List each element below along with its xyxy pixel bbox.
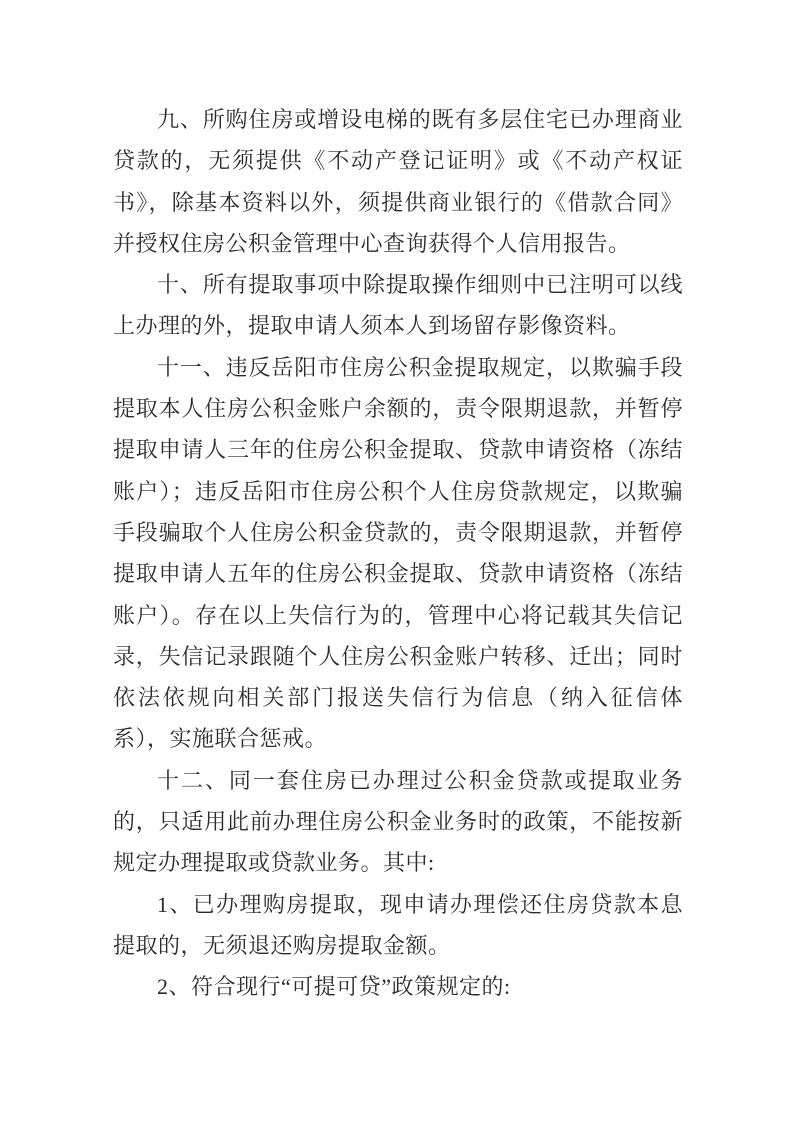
document-body-text	[113, 99, 683, 1008]
paragraph-item-11: 十一、违反岳阳市住房公积金提取规定，以欺骗手段提取本人住房公积金账户余额的，责令限期退款，并暂停提取申请人三年的住房公积金提取、贷款申请资格（冻结账户）；违反岳阳市住房公积个人住房贷款规定，以欺骗手段骗取个人住房公积金贷款的，责令限期退款，并暂停提取申请人五年的住房公积金提取、贷款申请资格（冻结账户）。存在以上失信行为的，管理中心将记载其失信记录，失信记录跟随个人住房公积金账户转移、迁出；同时依法依规向相关部门报送失信行为信息（纳入征信体系），实施联合惩戒。	[113, 354, 683, 752]
paragraph-subitem-2: 2、符合现行“可提可贷”政策规定的:	[157, 974, 511, 1000]
paragraph-subitem-1: 1、已办理购房提取，现申请办理偿还住房贷款本息提取的，无须退还购房提取金额。	[113, 891, 683, 958]
paragraph-item-12: 十二、同一套住房已办理过公积金贷款或提取业务的，只适用此前办理住房公积金业务时的政策，不能按新规定办理提取或贷款业务。其中:	[113, 767, 683, 876]
paragraph-item-9: 九、所购住房或增设电梯的既有多层住宅已办理商业贷款的，无须提供《不动产登记证明》或《不动产权证书》，除基本资料以外，须提供商业银行的《借款合同》并授权住房公积金管理中心查询获得个人信用报告。	[113, 107, 683, 256]
paragraph-item-10: 十、所有提取事项中除提取操作细则中已注明可以线上办理的外，提取申请人须本人到场留存影像资料。	[113, 272, 683, 339]
